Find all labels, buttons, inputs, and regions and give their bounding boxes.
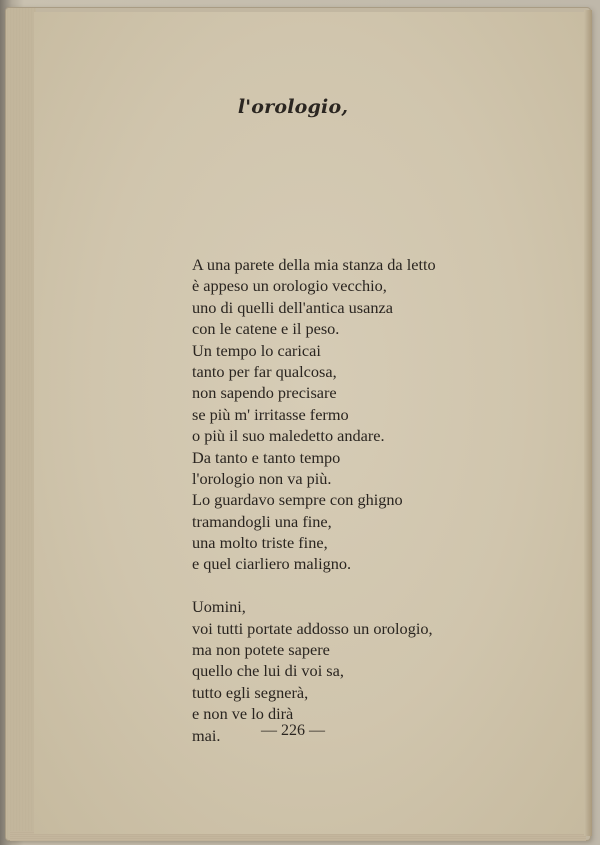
poem-body [192,254,436,746]
poem-line: ma non potete sapere [192,640,330,660]
poem-line: non sapendo precisare [192,383,337,403]
poem-line: mai. [192,725,221,745]
page-edges-left [6,8,36,840]
poem-line: è appeso un orologio vecchio, [192,276,387,296]
poem-line: una molto triste fine, [192,533,328,553]
poem-title: l'orologio, [237,96,349,118]
poem-line: con le catene e il peso. [192,319,340,339]
poem-line: o più il suo maledetto andare. [192,426,385,446]
poem-line: voi tutti portate addosso un orologio, [192,618,433,638]
poem-line: tramandogli una fine, [192,511,332,531]
poem-line: Uomini, [192,597,246,617]
poem-line: uno di quelli dell'antica usanza [192,297,393,317]
poem-line: l'orologio non va più. [192,468,332,488]
page-edge-right [584,10,592,836]
poem-line: Da tanto e tanto tempo [192,447,341,467]
poem-line: Lo guardavo sempre con ghigno [192,490,403,510]
poem-line: tanto per far qualcosa, [192,361,337,381]
poem-line: tutto egli segnerà, [192,682,309,702]
poem-line: Un tempo lo caricai [192,340,321,360]
page-number: — 226 — [261,722,325,739]
poem-line: se più m' irritasse fermo [192,404,349,424]
poem-line: quello che lui di voi sa, [192,661,344,681]
poem-line: e quel ciarliero maligno. [192,554,352,574]
poem-line: A una parete della mia stanza da letto [192,255,436,274]
stanza-break [192,575,436,596]
poem-line: e non ve lo dirà [192,704,294,724]
